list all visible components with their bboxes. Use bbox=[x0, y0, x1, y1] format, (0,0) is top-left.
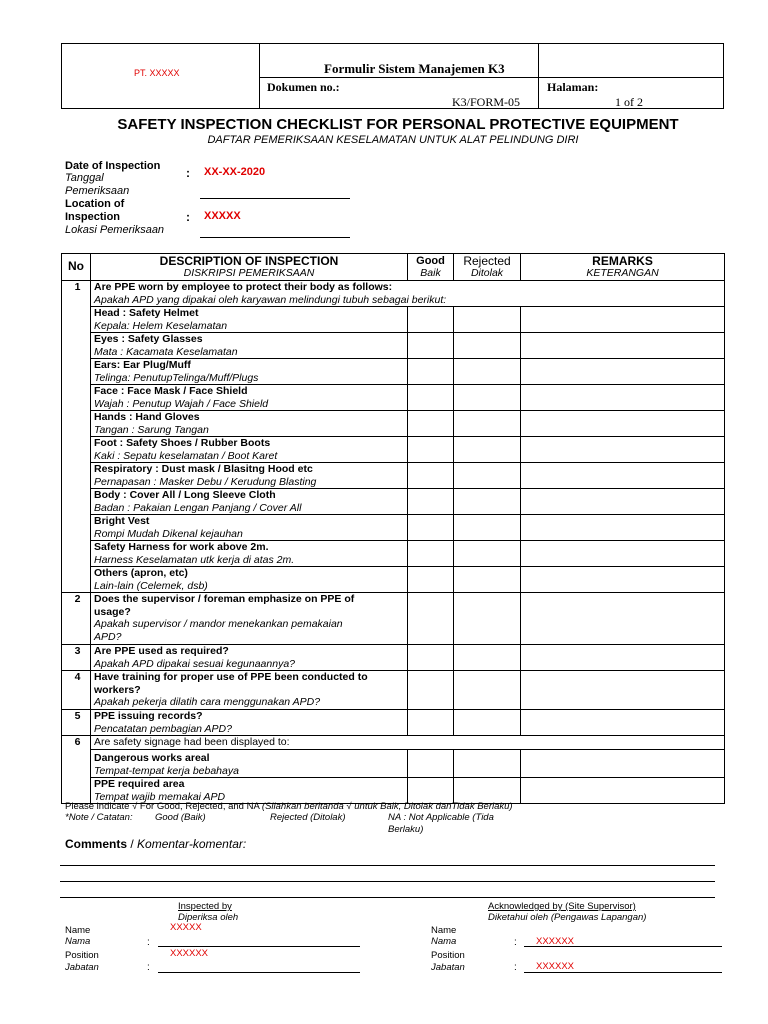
row-number: 2 bbox=[62, 593, 91, 645]
acknowledged-by-label-id: Diketahui oleh (Pengawas Lapangan) bbox=[488, 912, 647, 923]
row-number: 4 bbox=[62, 671, 91, 710]
acknowledged-by-label: Acknowledged by (Site Supervisor) bbox=[488, 901, 636, 912]
good-check-cell[interactable] bbox=[408, 437, 454, 463]
rejected-check-cell[interactable] bbox=[454, 359, 521, 385]
remarks-cell[interactable] bbox=[521, 778, 725, 804]
row-number: 3 bbox=[62, 645, 91, 671]
supervisor-position-colon: : bbox=[514, 962, 517, 973]
supervisor-name-label-id: Nama bbox=[431, 936, 457, 947]
remarks-cell[interactable] bbox=[521, 750, 725, 778]
company-name: PT. XXXXX bbox=[134, 68, 180, 78]
supervisor-name-line[interactable] bbox=[524, 946, 722, 947]
name-colon: : bbox=[147, 937, 150, 948]
row-number: 5 bbox=[62, 710, 91, 736]
good-check-cell[interactable] bbox=[408, 463, 454, 489]
position-label: Position bbox=[65, 950, 99, 961]
supervisor-name: XXXXXX bbox=[536, 936, 575, 947]
date-colon: : bbox=[186, 166, 190, 180]
col-description-header: DESCRIPTION OF INSPECTION DISKRIPSI PEMERIKSAAN bbox=[91, 254, 408, 281]
remarks-cell[interactable] bbox=[521, 710, 725, 736]
table-row bbox=[62, 463, 725, 489]
document-subtitle: DAFTAR PEMERIKSAAN KESELAMATAN UNTUK ALAT PELINDUNG DIRI bbox=[207, 134, 579, 146]
good-check-cell[interactable] bbox=[408, 710, 454, 736]
good-check-cell[interactable] bbox=[408, 307, 454, 333]
good-check-cell[interactable] bbox=[408, 671, 454, 710]
rejected-check-cell[interactable] bbox=[454, 671, 521, 710]
rejected-check-cell[interactable] bbox=[454, 778, 521, 804]
item-cell: Dangerous works areal Tempat-tempat kerja bebahaya bbox=[91, 750, 408, 778]
good-check-cell[interactable] bbox=[408, 750, 454, 778]
comments-label: Comments / Komentar-komentar: bbox=[65, 837, 247, 851]
question-cell: Does the supervisor / foreman emphasize on PPE of usage? Apakah supervisor / mandor menekankan pemakaian APD? bbox=[91, 593, 408, 645]
table-row bbox=[62, 307, 725, 333]
table-row bbox=[62, 489, 725, 515]
col-good-header: Good Baik bbox=[408, 254, 454, 281]
rejected-check-cell[interactable] bbox=[454, 333, 521, 359]
item-cell: Head : Safety Helmet Kepala: Helem Keselamatan bbox=[91, 307, 408, 333]
question-cell: Are PPE worn by employee to protect their body as follows: Apakah APD yang dipakai oleh karyawan melindungi tubuh sebagai berikut: bbox=[91, 281, 725, 307]
question-cell: Are PPE used as required? Apakah APD dipakai sesuai kegunaannya? bbox=[91, 645, 408, 671]
note-na-2: Berlaku) bbox=[388, 824, 424, 835]
good-check-cell[interactable] bbox=[408, 593, 454, 645]
table-row bbox=[62, 411, 725, 437]
comment-line-3[interactable] bbox=[60, 897, 715, 898]
inspection-table bbox=[61, 253, 725, 804]
inspector-position: XXXXXX bbox=[170, 948, 209, 959]
inspector-name: XXXXX bbox=[170, 922, 202, 933]
rejected-check-cell[interactable] bbox=[454, 411, 521, 437]
table-row bbox=[62, 385, 725, 411]
remarks-cell[interactable] bbox=[521, 671, 725, 710]
name-label: Name bbox=[65, 925, 91, 936]
location-label: Location of bbox=[65, 198, 125, 210]
note-rejected: Rejected (Ditolak) bbox=[270, 812, 346, 823]
location-label-2: Inspection bbox=[65, 211, 121, 223]
item-cell: Safety Harness for work above 2m. Harness Keselamatan utk kerja di atas 2m. bbox=[91, 541, 408, 567]
remarks-cell[interactable] bbox=[521, 411, 725, 437]
good-check-cell[interactable] bbox=[408, 333, 454, 359]
good-check-cell[interactable] bbox=[408, 489, 454, 515]
good-check-cell[interactable] bbox=[408, 411, 454, 437]
rejected-check-cell[interactable] bbox=[454, 515, 521, 541]
table-row bbox=[62, 778, 725, 804]
remarks-cell[interactable] bbox=[521, 359, 725, 385]
note-good: Good (Baik) bbox=[155, 812, 206, 823]
table-row bbox=[62, 281, 725, 307]
question-cell: Are safety signage had been displayed to: bbox=[91, 736, 725, 750]
date-label: Date of Inspection bbox=[65, 160, 161, 172]
rejected-check-cell[interactable] bbox=[454, 463, 521, 489]
form-title: Formulir Sistem Manajemen K3 bbox=[324, 61, 505, 76]
item-cell: Face : Face Mask / Face Shield Wajah : Penutup Wajah / Face Shield bbox=[91, 385, 408, 411]
row-number: 6 bbox=[62, 736, 91, 804]
remarks-cell[interactable] bbox=[521, 515, 725, 541]
good-check-cell[interactable] bbox=[408, 541, 454, 567]
rejected-check-cell[interactable] bbox=[454, 541, 521, 567]
remarks-cell[interactable] bbox=[521, 385, 725, 411]
table-row bbox=[62, 710, 725, 736]
table-row bbox=[62, 437, 725, 463]
page-label: Halaman: bbox=[547, 80, 599, 94]
col-rejected-header: Rejected Ditolak bbox=[454, 254, 521, 281]
document-number-value: K3/FORM-05 bbox=[452, 95, 521, 109]
remarks-cell[interactable] bbox=[521, 593, 725, 645]
remarks-cell[interactable] bbox=[521, 567, 725, 593]
table-row bbox=[62, 593, 725, 645]
remarks-cell[interactable] bbox=[521, 307, 725, 333]
table-row bbox=[62, 671, 725, 710]
remarks-cell[interactable] bbox=[521, 489, 725, 515]
remarks-cell[interactable] bbox=[521, 541, 725, 567]
inspector-name-line[interactable] bbox=[158, 946, 360, 947]
document-header bbox=[61, 43, 724, 109]
good-check-cell[interactable] bbox=[408, 567, 454, 593]
table-row bbox=[62, 333, 725, 359]
supervisor-name-label: Name bbox=[431, 925, 457, 936]
document-title: SAFETY INSPECTION CHECKLIST FOR PERSONAL PROTECTIVE EQUIPMENT bbox=[117, 116, 679, 133]
table-row bbox=[62, 359, 725, 385]
rejected-check-cell[interactable] bbox=[454, 437, 521, 463]
rejected-check-cell[interactable] bbox=[454, 385, 521, 411]
comment-line-2[interactable] bbox=[60, 881, 715, 882]
good-check-cell[interactable] bbox=[408, 385, 454, 411]
remarks-cell[interactable] bbox=[521, 437, 725, 463]
table-row bbox=[62, 736, 725, 750]
remarks-cell[interactable] bbox=[521, 463, 725, 489]
item-cell: Foot : Safety Shoes / Rubber Boots Kaki : Sepatu keselamatan / Boot Karet bbox=[91, 437, 408, 463]
name-label-id: Nama bbox=[65, 936, 91, 947]
date-label-id: Tanggal bbox=[65, 172, 104, 184]
item-cell: Hands : Hand Gloves Tangan : Sarung Tangan bbox=[91, 411, 408, 437]
page-number: 1 of 2 bbox=[615, 95, 643, 109]
good-check-cell[interactable] bbox=[408, 515, 454, 541]
supervisor-position: XXXXXX bbox=[536, 961, 575, 972]
location-value: XXXXX bbox=[204, 210, 241, 222]
table-row bbox=[62, 541, 725, 567]
table-row bbox=[62, 567, 725, 593]
table-row bbox=[62, 515, 725, 541]
table-header-row bbox=[62, 254, 725, 281]
question-cell: PPE issuing records? Pencatatan pembagian APD? bbox=[91, 710, 408, 736]
note-label: *Note / Catatan: bbox=[65, 812, 133, 823]
supervisor-position-line[interactable] bbox=[524, 972, 722, 973]
rejected-check-cell[interactable] bbox=[454, 567, 521, 593]
note-na: NA : Not Applicable (Tida bbox=[388, 812, 494, 823]
item-cell: Others (apron, etc) Lain-lain (Celemek, dsb) bbox=[91, 567, 408, 593]
rejected-check-cell[interactable] bbox=[454, 710, 521, 736]
question-cell: Have training for proper use of PPE been conducted to workers? Apakah pekerja dilatih cara menggunakan APD? bbox=[91, 671, 408, 710]
row-number: 1 bbox=[62, 281, 91, 593]
item-cell: Bright Vest Rompi Mudah Dikenal kejauhan bbox=[91, 515, 408, 541]
date-label-id-2: Pemeriksaan bbox=[65, 185, 130, 197]
legend-note: Please indicate √ For Good, Rejected, and NA (Silahkan beritanda √ untuk Baik, Ditolak danTidak Berlaku) bbox=[65, 801, 513, 812]
table-row bbox=[62, 645, 725, 671]
remarks-cell[interactable] bbox=[521, 333, 725, 359]
location-underline bbox=[200, 237, 350, 238]
item-cell: Body : Cover All / Long Sleeve Cloth Badan : Pakaian Lengan Panjang / Cover All bbox=[91, 489, 408, 515]
position-colon: : bbox=[147, 962, 150, 973]
inspected-by-label: Inspected by bbox=[178, 901, 232, 912]
item-cell: Eyes : Safety Glasses Mata : Kacamata Keselamatan bbox=[91, 333, 408, 359]
location-colon: : bbox=[186, 210, 190, 224]
rejected-check-cell[interactable] bbox=[454, 307, 521, 333]
date-underline bbox=[200, 198, 350, 199]
rejected-check-cell[interactable] bbox=[454, 593, 521, 645]
col-no-header: No bbox=[62, 254, 91, 281]
good-check-cell[interactable] bbox=[408, 359, 454, 385]
item-cell: Respiratory : Dust mask / Blasitng Hood etc Pernapasan : Masker Debu / Kerudung Blasting bbox=[91, 463, 408, 489]
document-number-label: Dokumen no.: bbox=[267, 80, 340, 94]
comment-line-1[interactable] bbox=[60, 865, 715, 866]
good-check-cell[interactable] bbox=[408, 645, 454, 671]
supervisor-name-colon: : bbox=[514, 937, 517, 948]
col-remarks-header: REMARKS KETERANGAN bbox=[521, 254, 725, 281]
good-check-cell[interactable] bbox=[408, 778, 454, 804]
inspected-by-label-id: Diperiksa oleh bbox=[178, 912, 239, 923]
supervisor-position-label-id: Jabatan bbox=[431, 962, 465, 973]
date-value: XX-XX-2020 bbox=[204, 166, 266, 178]
inspector-position-line[interactable] bbox=[158, 972, 360, 973]
supervisor-position-label: Position bbox=[431, 950, 465, 961]
position-label-id: Jabatan bbox=[65, 962, 99, 973]
rejected-check-cell[interactable] bbox=[454, 750, 521, 778]
table-row bbox=[62, 750, 725, 778]
item-cell: PPE required area Tempat wajib memakai APD bbox=[91, 778, 408, 804]
rejected-check-cell[interactable] bbox=[454, 489, 521, 515]
item-cell: Ears: Ear Plug/Muff Telinga: PenutupTelinga/Muff/Plugs bbox=[91, 359, 408, 385]
rejected-check-cell[interactable] bbox=[454, 645, 521, 671]
remarks-cell[interactable] bbox=[521, 645, 725, 671]
location-label-id: Lokasi Pemeriksaan bbox=[65, 224, 165, 236]
